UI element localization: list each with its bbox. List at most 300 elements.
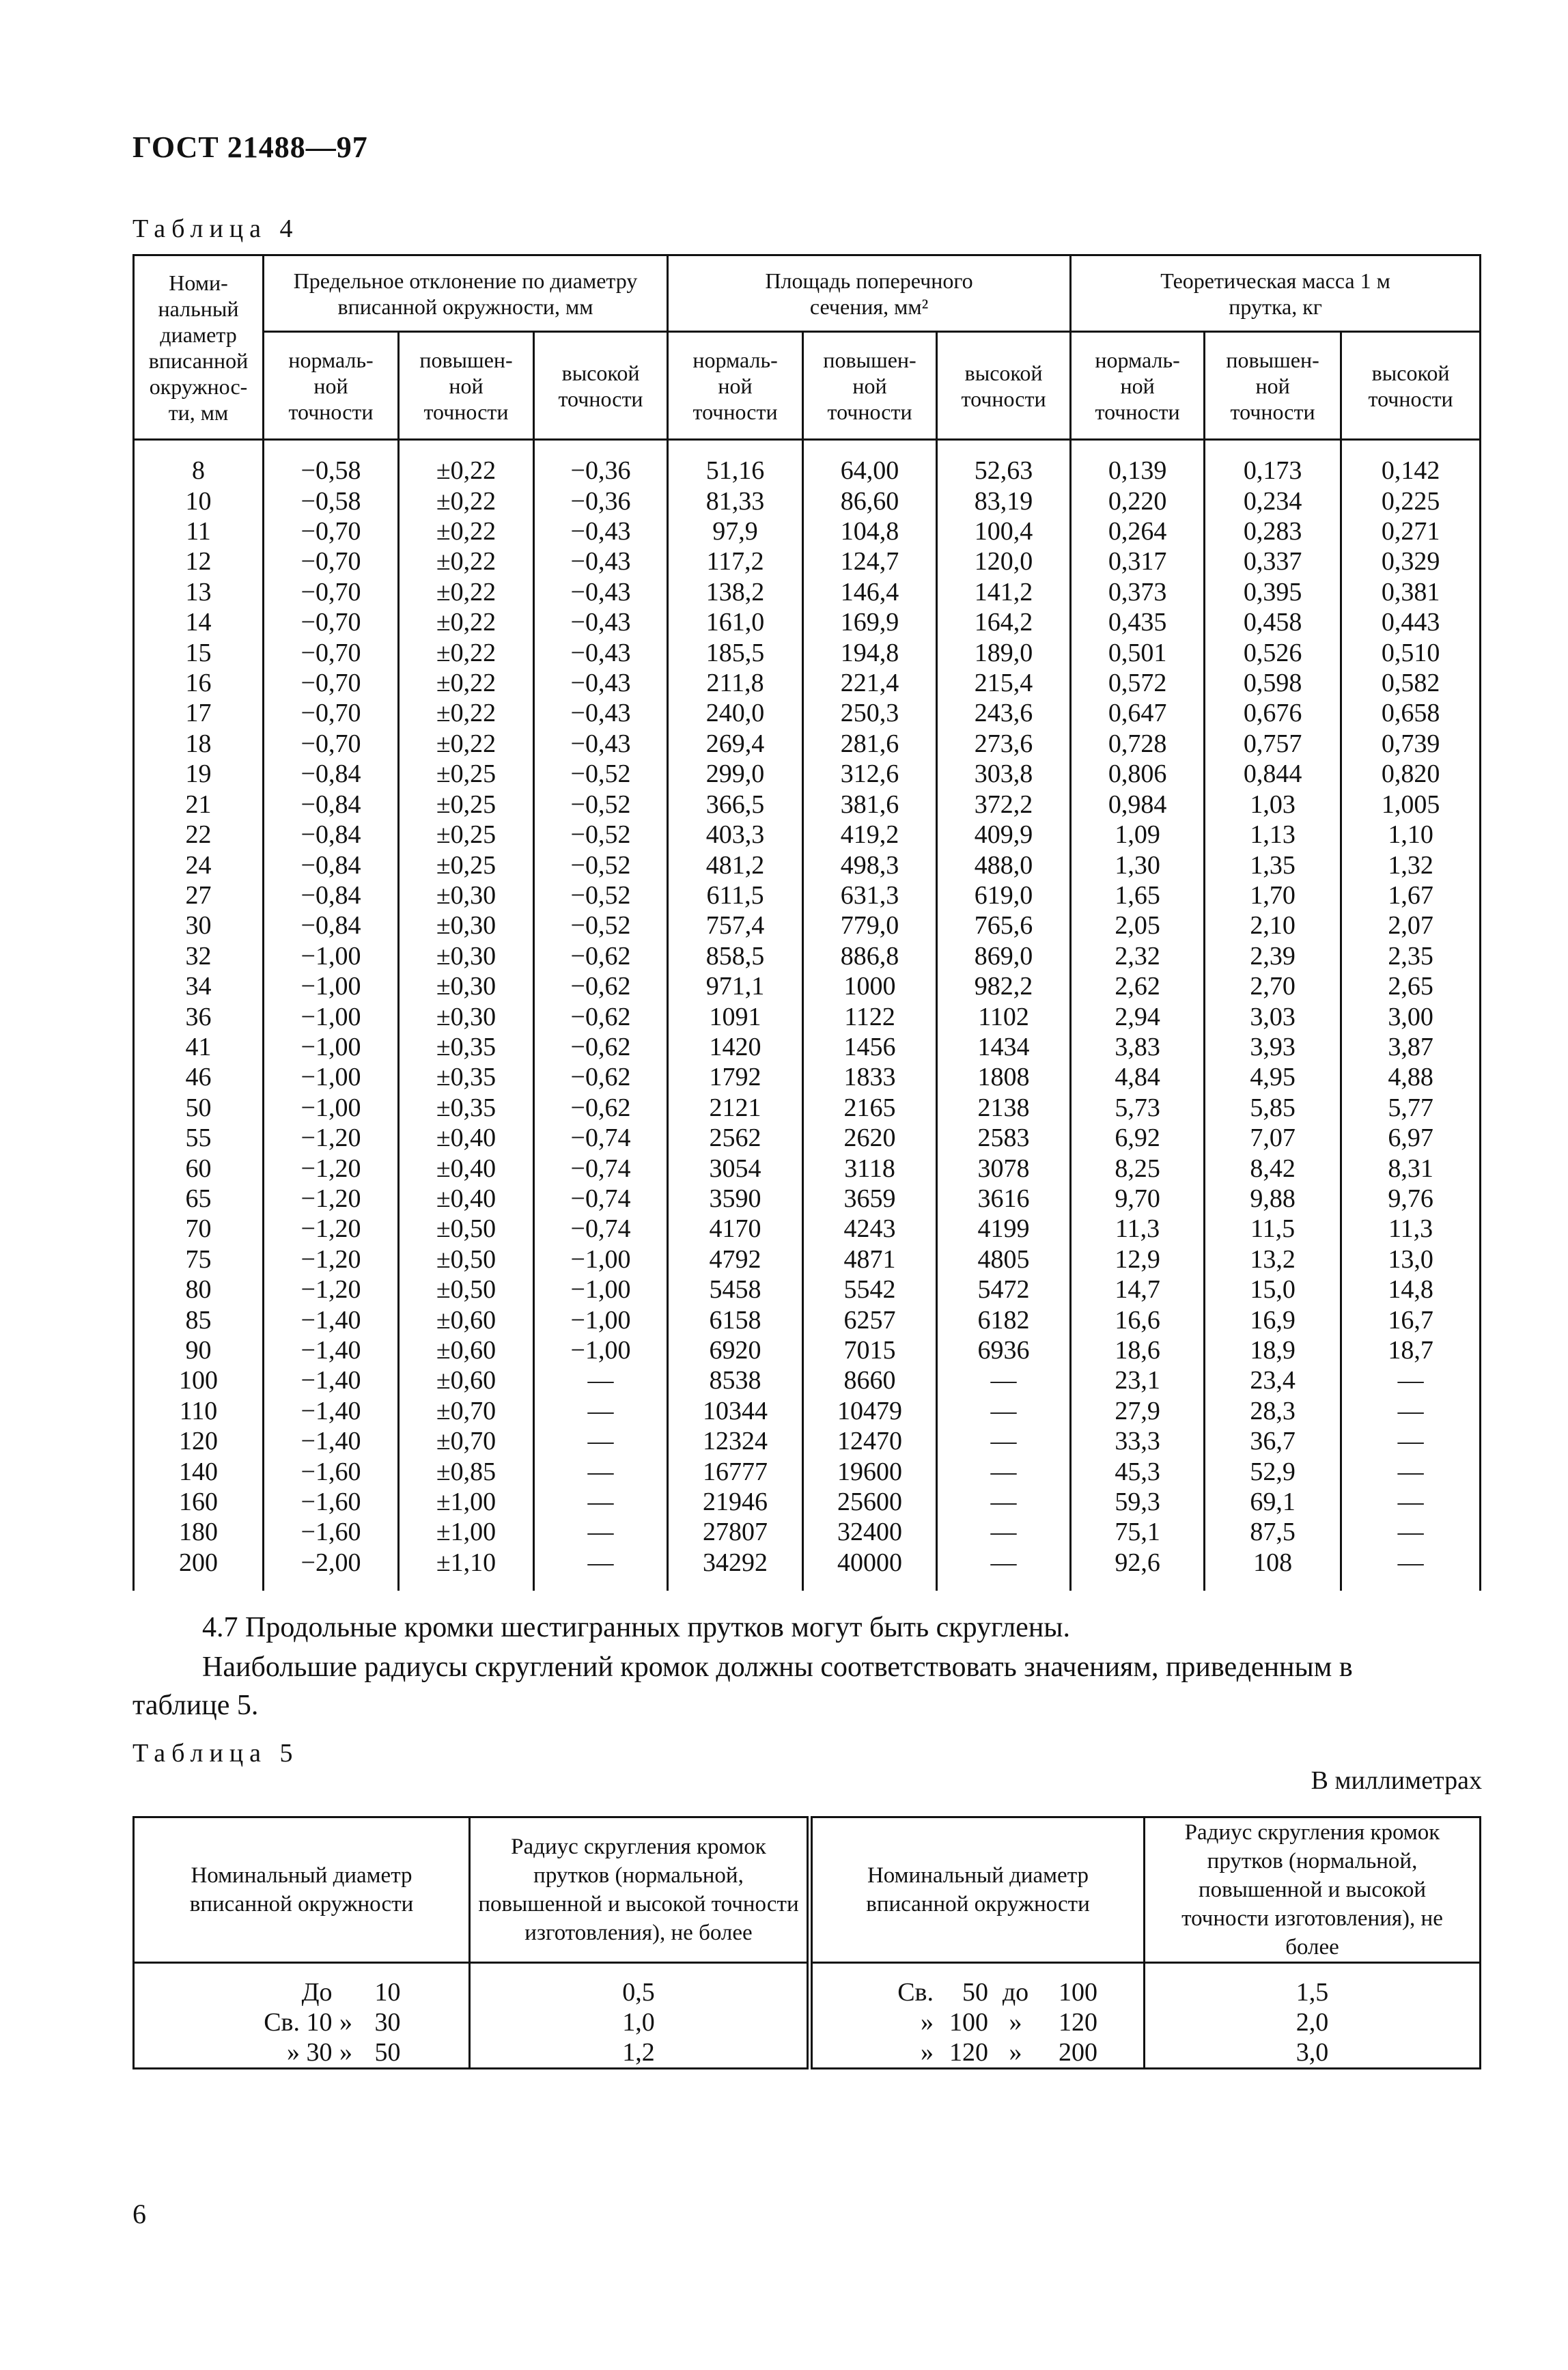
cell-dev-precise: −0,52 xyxy=(534,790,668,820)
range-part: 10 xyxy=(374,1978,401,2007)
cell-area-precise: — xyxy=(937,1457,1071,1487)
cell-mass-normal: 0,572 xyxy=(1071,668,1205,698)
cell-mass-high: 0,283 xyxy=(1205,516,1341,546)
cell-dev-normal: −1,20 xyxy=(264,1123,399,1153)
cell-mass-high: 2,10 xyxy=(1205,910,1341,940)
t5-left-radius: 0,5 xyxy=(622,1978,655,2007)
cell-diameter: 200 xyxy=(134,1548,264,1591)
cell-mass-precise: 3,87 xyxy=(1341,1032,1481,1062)
cell-area-high: 381,6 xyxy=(803,790,937,820)
cell-dev-precise: −1,00 xyxy=(534,1274,668,1305)
cell-dev-normal: −0,70 xyxy=(264,607,399,637)
cell-area-high: 631,3 xyxy=(803,880,937,910)
cell-area-precise: 6182 xyxy=(937,1305,1071,1335)
cell-dev-high: ±1,00 xyxy=(399,1517,534,1547)
cell-area-precise: 83,19 xyxy=(937,486,1071,516)
cell-diameter: 17 xyxy=(134,698,264,728)
range-part: 100 xyxy=(949,2008,988,2037)
table-row xyxy=(134,1244,1481,1274)
cell-mass-normal: 0,435 xyxy=(1071,607,1205,637)
table-row xyxy=(134,1487,1481,1517)
cell-dev-high: ±0,22 xyxy=(399,638,534,668)
cell-diameter: 70 xyxy=(134,1214,264,1244)
cell-diameter: 160 xyxy=(134,1487,264,1517)
cell-mass-high: 36,7 xyxy=(1205,1426,1341,1456)
cell-dev-normal: −1,00 xyxy=(264,941,399,971)
cell-area-normal: 81,33 xyxy=(668,486,803,516)
cell-dev-high: ±0,22 xyxy=(399,486,534,516)
cell-mass-normal: 1,09 xyxy=(1071,820,1205,850)
cell-area-high: 2620 xyxy=(803,1123,937,1153)
cell-dev-precise: −0,52 xyxy=(534,880,668,910)
cell-mass-precise: — xyxy=(1341,1396,1481,1426)
cell-area-normal: 2121 xyxy=(668,1093,803,1123)
cell-dev-normal: −0,58 xyxy=(264,440,399,486)
cell-dev-precise: −0,74 xyxy=(534,1214,668,1244)
cell-dev-precise: −0,52 xyxy=(534,759,668,789)
cell-mass-normal: 75,1 xyxy=(1071,1517,1205,1547)
cell-area-normal: 138,2 xyxy=(668,577,803,607)
table-row xyxy=(134,1123,1481,1153)
t5-left-radius: 1,0 xyxy=(622,2008,655,2037)
table-row xyxy=(134,910,1481,940)
cell-dev-precise: −0,43 xyxy=(534,607,668,637)
cell-dev-normal: −1,40 xyxy=(264,1305,399,1335)
table-row xyxy=(134,698,1481,728)
range-part: 120 xyxy=(949,2038,988,2067)
cell-dev-precise: −0,43 xyxy=(534,729,668,759)
cell-mass-high: 18,9 xyxy=(1205,1335,1341,1365)
cell-mass-high: 2,70 xyxy=(1205,971,1341,1001)
cell-area-high: 86,60 xyxy=(803,486,937,516)
cell-mass-high: 5,85 xyxy=(1205,1093,1341,1123)
cell-diameter: 34 xyxy=(134,971,264,1001)
t5-header-radius-right: Радиус скругления кромок прутков (нормальной, повышенной и высокой точности изготовления), не более xyxy=(1145,1817,1481,1963)
cell-dev-normal: −0,84 xyxy=(264,880,399,910)
cell-mass-high: 0,234 xyxy=(1205,486,1341,516)
range-part: Св. 10 xyxy=(264,2008,333,2037)
cell-dev-high: ±0,50 xyxy=(399,1244,534,1274)
cell-mass-precise: 2,65 xyxy=(1341,971,1481,1001)
cell-mass-normal: 14,7 xyxy=(1071,1274,1205,1305)
cell-dev-high: ±0,22 xyxy=(399,516,534,546)
cell-dev-high: ±0,25 xyxy=(399,790,534,820)
t5-header-radius-left: Радиус скругления кромок прутков (нормальной, повышенной и высокой точности изготовления), не более xyxy=(470,1817,810,1963)
cell-mass-normal: 0,317 xyxy=(1071,546,1205,576)
cell-dev-high: ±0,22 xyxy=(399,698,534,728)
cell-dev-normal: −1,00 xyxy=(264,1032,399,1062)
cell-dev-high: ±0,40 xyxy=(399,1123,534,1153)
cell-diameter: 140 xyxy=(134,1457,264,1487)
cell-dev-normal: −1,00 xyxy=(264,1002,399,1032)
table-row xyxy=(134,1396,1481,1426)
cell-mass-normal: 1,30 xyxy=(1071,850,1205,880)
table-row xyxy=(134,1002,1481,1032)
cell-area-precise: 3616 xyxy=(937,1184,1071,1214)
cell-dev-high: ±0,22 xyxy=(399,607,534,637)
cell-diameter: 41 xyxy=(134,1032,264,1062)
cell-diameter: 14 xyxy=(134,607,264,637)
cell-area-high: 5542 xyxy=(803,1274,937,1305)
table-row xyxy=(134,850,1481,880)
cell-dev-high: ±0,22 xyxy=(399,668,534,698)
cell-area-high: 40000 xyxy=(803,1548,937,1591)
cell-dev-high: ±0,25 xyxy=(399,850,534,880)
cell-dev-normal: −0,70 xyxy=(264,668,399,698)
range-part: » xyxy=(1009,2008,1022,2037)
cell-mass-normal: 11,3 xyxy=(1071,1214,1205,1244)
t5-header-diameter-right: Номинальный диаметр вписанной окружности xyxy=(810,1817,1145,1963)
header-mass-high: повышен-ной точности xyxy=(1205,332,1341,440)
cell-area-high: 779,0 xyxy=(803,910,937,940)
cell-dev-high: ±0,50 xyxy=(399,1214,534,1244)
t5-left-radius: 1,2 xyxy=(622,2038,655,2067)
cell-mass-high: 1,35 xyxy=(1205,850,1341,880)
cell-area-precise: 409,9 xyxy=(937,820,1071,850)
cell-dev-high: ±0,35 xyxy=(399,1062,534,1092)
cell-mass-high: 0,395 xyxy=(1205,577,1341,607)
cell-dev-precise: −0,36 xyxy=(534,486,668,516)
cell-diameter: 65 xyxy=(134,1184,264,1214)
cell-area-precise: 1102 xyxy=(937,1002,1071,1032)
cell-mass-high: 0,757 xyxy=(1205,729,1341,759)
cell-area-normal: 27807 xyxy=(668,1517,803,1547)
cell-mass-high: 9,88 xyxy=(1205,1184,1341,1214)
cell-area-normal: 4170 xyxy=(668,1214,803,1244)
cell-dev-normal: −0,58 xyxy=(264,486,399,516)
cell-diameter: 180 xyxy=(134,1517,264,1547)
cell-area-normal: 6920 xyxy=(668,1335,803,1365)
cell-area-precise: 488,0 xyxy=(937,850,1071,880)
cell-area-precise: 1434 xyxy=(937,1032,1071,1062)
cell-dev-high: ±0,85 xyxy=(399,1457,534,1487)
cell-diameter: 8 xyxy=(134,440,264,486)
range-part: 200 xyxy=(1059,2038,1097,2067)
header-area-normal: нормаль-ной точности xyxy=(668,332,803,440)
cell-diameter: 12 xyxy=(134,546,264,576)
range-part: » xyxy=(1009,2038,1022,2067)
table-row xyxy=(134,1032,1481,1062)
cell-dev-normal: −0,84 xyxy=(264,820,399,850)
cell-dev-normal: −1,20 xyxy=(264,1184,399,1214)
cell-mass-precise: 0,658 xyxy=(1341,698,1481,728)
cell-dev-precise: −0,43 xyxy=(534,577,668,607)
table-4 xyxy=(132,254,1481,1591)
range-part: » xyxy=(339,2038,352,2067)
cell-area-normal: 403,3 xyxy=(668,820,803,850)
paragraph-4-7: 4.7 Продольные кромки шестигранных прутков могут быть скруглены. xyxy=(202,1612,1071,1643)
table-row xyxy=(134,1062,1481,1092)
cell-area-normal: 5458 xyxy=(668,1274,803,1305)
cell-mass-precise: 0,820 xyxy=(1341,759,1481,789)
paragraph-radius-line-2: таблице 5. xyxy=(132,1690,259,1721)
t5-right-range-row xyxy=(886,1977,1097,2007)
table-row xyxy=(134,971,1481,1001)
cell-mass-high: 0,526 xyxy=(1205,638,1341,668)
cell-mass-precise: 1,10 xyxy=(1341,820,1481,850)
cell-dev-high: ±0,70 xyxy=(399,1426,534,1456)
cell-area-normal: 8538 xyxy=(668,1365,803,1395)
cell-area-precise: 215,4 xyxy=(937,668,1071,698)
cell-dev-normal: −0,70 xyxy=(264,546,399,576)
t5-right-radius: 2,0 xyxy=(1296,2008,1329,2037)
cell-mass-precise: — xyxy=(1341,1487,1481,1517)
header-dev-precise: высокой точности xyxy=(534,332,668,440)
cell-area-high: 169,9 xyxy=(803,607,937,637)
cell-diameter: 13 xyxy=(134,577,264,607)
table-row xyxy=(134,668,1481,698)
table-row xyxy=(134,820,1481,850)
table-row xyxy=(134,516,1481,546)
cell-dev-normal: −1,40 xyxy=(264,1365,399,1395)
t5-left-range-row xyxy=(216,2037,401,2067)
cell-mass-precise: 1,67 xyxy=(1341,880,1481,910)
table-row xyxy=(134,440,1481,486)
cell-area-precise: 5472 xyxy=(937,1274,1071,1305)
t5-right-range-row xyxy=(886,2037,1097,2067)
cell-mass-normal: 0,373 xyxy=(1071,577,1205,607)
cell-diameter: 11 xyxy=(134,516,264,546)
cell-mass-high: 3,93 xyxy=(1205,1032,1341,1062)
cell-mass-precise: 0,271 xyxy=(1341,516,1481,546)
cell-diameter: 60 xyxy=(134,1154,264,1184)
cell-mass-high: 0,337 xyxy=(1205,546,1341,576)
cell-mass-high: 108 xyxy=(1205,1548,1341,1591)
cell-dev-precise: −0,43 xyxy=(534,516,668,546)
cell-mass-normal: 5,73 xyxy=(1071,1093,1205,1123)
table-4-caption: Таблица 4 xyxy=(132,214,299,243)
paragraph-radius-line-1: Наибольшие радиусы скруглений кромок должны соответствовать значениям, приведенным в xyxy=(202,1651,1353,1683)
cell-area-normal: 21946 xyxy=(668,1487,803,1517)
cell-area-high: 194,8 xyxy=(803,638,937,668)
cell-mass-precise: 4,88 xyxy=(1341,1062,1481,1092)
cell-mass-precise: 16,7 xyxy=(1341,1305,1481,1335)
cell-mass-high: 4,95 xyxy=(1205,1062,1341,1092)
cell-area-normal: 185,5 xyxy=(668,638,803,668)
cell-dev-precise: −1,00 xyxy=(534,1305,668,1335)
cell-mass-high: 87,5 xyxy=(1205,1517,1341,1547)
cell-diameter: 22 xyxy=(134,820,264,850)
table-row xyxy=(134,790,1481,820)
cell-mass-normal: 0,806 xyxy=(1071,759,1205,789)
cell-area-high: 3659 xyxy=(803,1184,937,1214)
cell-area-normal: 97,9 xyxy=(668,516,803,546)
cell-area-normal: 611,5 xyxy=(668,880,803,910)
cell-area-high: 312,6 xyxy=(803,759,937,789)
t5-right-ranges xyxy=(810,1963,1145,2069)
cell-area-normal: 481,2 xyxy=(668,850,803,880)
cell-dev-precise: — xyxy=(534,1396,668,1426)
cell-mass-high: 0,844 xyxy=(1205,759,1341,789)
cell-mass-normal: 59,3 xyxy=(1071,1487,1205,1517)
range-part: 100 xyxy=(1059,1978,1097,2007)
cell-dev-normal: −0,70 xyxy=(264,516,399,546)
cell-dev-normal: −0,70 xyxy=(264,577,399,607)
range-part: » xyxy=(339,2008,352,2037)
cell-mass-precise: 1,005 xyxy=(1341,790,1481,820)
cell-mass-high: 11,5 xyxy=(1205,1214,1341,1244)
cell-dev-normal: −0,70 xyxy=(264,729,399,759)
cell-diameter: 46 xyxy=(134,1062,264,1092)
cell-dev-high: ±0,60 xyxy=(399,1305,534,1335)
cell-mass-high: 0,173 xyxy=(1205,440,1341,486)
cell-dev-high: ±0,70 xyxy=(399,1396,534,1426)
cell-area-normal: 269,4 xyxy=(668,729,803,759)
cell-dev-precise: −0,62 xyxy=(534,1032,668,1062)
cell-area-precise: 6936 xyxy=(937,1335,1071,1365)
header-dev-normal: нормаль-ной точности xyxy=(264,332,399,440)
cell-dev-high: ±0,60 xyxy=(399,1365,534,1395)
cell-area-normal: 2562 xyxy=(668,1123,803,1153)
cell-mass-normal: 6,92 xyxy=(1071,1123,1205,1153)
cell-mass-normal: 12,9 xyxy=(1071,1244,1205,1274)
cell-mass-normal: 9,70 xyxy=(1071,1184,1205,1214)
cell-mass-high: 69,1 xyxy=(1205,1487,1341,1517)
cell-mass-precise: 0,510 xyxy=(1341,638,1481,668)
cell-mass-normal: 27,9 xyxy=(1071,1396,1205,1426)
cell-diameter: 27 xyxy=(134,880,264,910)
t5-left-range-row xyxy=(216,2007,401,2037)
cell-dev-precise: — xyxy=(534,1487,668,1517)
cell-area-normal: 1420 xyxy=(668,1032,803,1062)
cell-dev-normal: −0,70 xyxy=(264,698,399,728)
table-row xyxy=(134,880,1481,910)
cell-area-high: 1833 xyxy=(803,1062,937,1092)
cell-dev-high: ±0,22 xyxy=(399,577,534,607)
header-mass-normal: нормаль-ной точности xyxy=(1071,332,1205,440)
cell-dev-precise: −0,62 xyxy=(534,971,668,1001)
cell-area-high: 6257 xyxy=(803,1305,937,1335)
cell-area-precise: 2138 xyxy=(937,1093,1071,1123)
cell-dev-precise: — xyxy=(534,1457,668,1487)
cell-dev-high: ±0,40 xyxy=(399,1184,534,1214)
cell-dev-normal: −1,60 xyxy=(264,1457,399,1487)
cell-dev-high: ±0,30 xyxy=(399,1002,534,1032)
cell-mass-normal: 0,984 xyxy=(1071,790,1205,820)
cell-area-precise: 164,2 xyxy=(937,607,1071,637)
cell-mass-high: 1,70 xyxy=(1205,880,1341,910)
cell-diameter: 32 xyxy=(134,941,264,971)
header-area-group: Площадь поперечного сечения, мм² xyxy=(668,255,1071,332)
cell-mass-high: 16,9 xyxy=(1205,1305,1341,1335)
cell-mass-precise: 6,97 xyxy=(1341,1123,1481,1153)
cell-diameter: 55 xyxy=(134,1123,264,1153)
cell-area-high: 1000 xyxy=(803,971,937,1001)
cell-area-normal: 51,16 xyxy=(668,440,803,486)
cell-mass-normal: 0,647 xyxy=(1071,698,1205,728)
cell-mass-normal: 8,25 xyxy=(1071,1154,1205,1184)
cell-dev-normal: −1,00 xyxy=(264,971,399,1001)
cell-area-normal: 16777 xyxy=(668,1457,803,1487)
range-part: Св. xyxy=(897,1978,934,2007)
cell-dev-normal: −1,40 xyxy=(264,1396,399,1426)
cell-area-high: 124,7 xyxy=(803,546,937,576)
table-row xyxy=(134,941,1481,971)
cell-diameter: 19 xyxy=(134,759,264,789)
cell-area-precise: 1808 xyxy=(937,1062,1071,1092)
cell-area-high: 19600 xyxy=(803,1457,937,1487)
cell-mass-normal: 23,1 xyxy=(1071,1365,1205,1395)
cell-area-high: 250,3 xyxy=(803,698,937,728)
t5-left-ranges xyxy=(134,1963,470,2069)
cell-area-normal: 34292 xyxy=(668,1548,803,1591)
range-part: » xyxy=(921,2038,934,2067)
cell-dev-normal: −1,00 xyxy=(264,1062,399,1092)
cell-dev-precise: −0,74 xyxy=(534,1154,668,1184)
cell-dev-high: ±0,25 xyxy=(399,820,534,850)
cell-dev-precise: −0,52 xyxy=(534,850,668,880)
cell-dev-precise: — xyxy=(534,1548,668,1591)
cell-area-precise: 372,2 xyxy=(937,790,1071,820)
cell-mass-precise: 0,739 xyxy=(1341,729,1481,759)
cell-mass-normal: 92,6 xyxy=(1071,1548,1205,1591)
cell-dev-high: ±0,30 xyxy=(399,880,534,910)
cell-area-precise: — xyxy=(937,1365,1071,1395)
cell-area-precise: 619,0 xyxy=(937,880,1071,910)
cell-mass-precise: 2,35 xyxy=(1341,941,1481,971)
table-row xyxy=(134,607,1481,637)
cell-area-high: 25600 xyxy=(803,1487,937,1517)
cell-area-high: 12470 xyxy=(803,1426,937,1456)
range-part: » 30 xyxy=(287,2038,333,2067)
cell-mass-normal: 0,728 xyxy=(1071,729,1205,759)
cell-area-normal: 1792 xyxy=(668,1062,803,1092)
cell-mass-high: 0,458 xyxy=(1205,607,1341,637)
cell-area-normal: 161,0 xyxy=(668,607,803,637)
cell-dev-high: ±0,25 xyxy=(399,759,534,789)
cell-diameter: 36 xyxy=(134,1002,264,1032)
cell-mass-high: 7,07 xyxy=(1205,1123,1341,1153)
cell-diameter: 18 xyxy=(134,729,264,759)
t5-right-radius: 1,5 xyxy=(1296,1978,1329,2007)
cell-dev-high: ±0,40 xyxy=(399,1154,534,1184)
cell-dev-high: ±1,10 xyxy=(399,1548,534,1591)
cell-area-high: 498,3 xyxy=(803,850,937,880)
cell-area-high: 281,6 xyxy=(803,729,937,759)
cell-area-normal: 299,0 xyxy=(668,759,803,789)
cell-dev-high: ±1,00 xyxy=(399,1487,534,1517)
cell-dev-normal: −1,20 xyxy=(264,1154,399,1184)
cell-area-precise: 100,4 xyxy=(937,516,1071,546)
t5-left-range-row xyxy=(216,1977,401,2007)
cell-mass-normal: 33,3 xyxy=(1071,1426,1205,1456)
cell-area-precise: 765,6 xyxy=(937,910,1071,940)
cell-area-precise: 869,0 xyxy=(937,941,1071,971)
cell-area-high: 3118 xyxy=(803,1154,937,1184)
cell-dev-precise: −0,52 xyxy=(534,820,668,850)
cell-mass-precise: 0,225 xyxy=(1341,486,1481,516)
cell-area-precise: — xyxy=(937,1426,1071,1456)
cell-area-normal: 6158 xyxy=(668,1305,803,1335)
table-row xyxy=(134,546,1481,576)
header-deviation-group: Предельное отклонение по диаметру вписанной окружности, мм xyxy=(264,255,668,332)
cell-area-precise: 243,6 xyxy=(937,698,1071,728)
cell-mass-normal: 2,94 xyxy=(1071,1002,1205,1032)
cell-dev-precise: −0,62 xyxy=(534,1062,668,1092)
cell-diameter: 16 xyxy=(134,668,264,698)
table-5-caption: Таблица 5 xyxy=(132,1739,299,1768)
cell-diameter: 10 xyxy=(134,486,264,516)
cell-mass-high: 1,13 xyxy=(1205,820,1341,850)
cell-mass-precise: 9,76 xyxy=(1341,1184,1481,1214)
cell-area-high: 10479 xyxy=(803,1396,937,1426)
range-part: 120 xyxy=(1059,2008,1097,2037)
cell-dev-normal: −1,00 xyxy=(264,1093,399,1123)
cell-area-high: 221,4 xyxy=(803,668,937,698)
cell-area-high: 4871 xyxy=(803,1244,937,1274)
table-row xyxy=(134,1154,1481,1184)
cell-area-precise: 303,8 xyxy=(937,759,1071,789)
